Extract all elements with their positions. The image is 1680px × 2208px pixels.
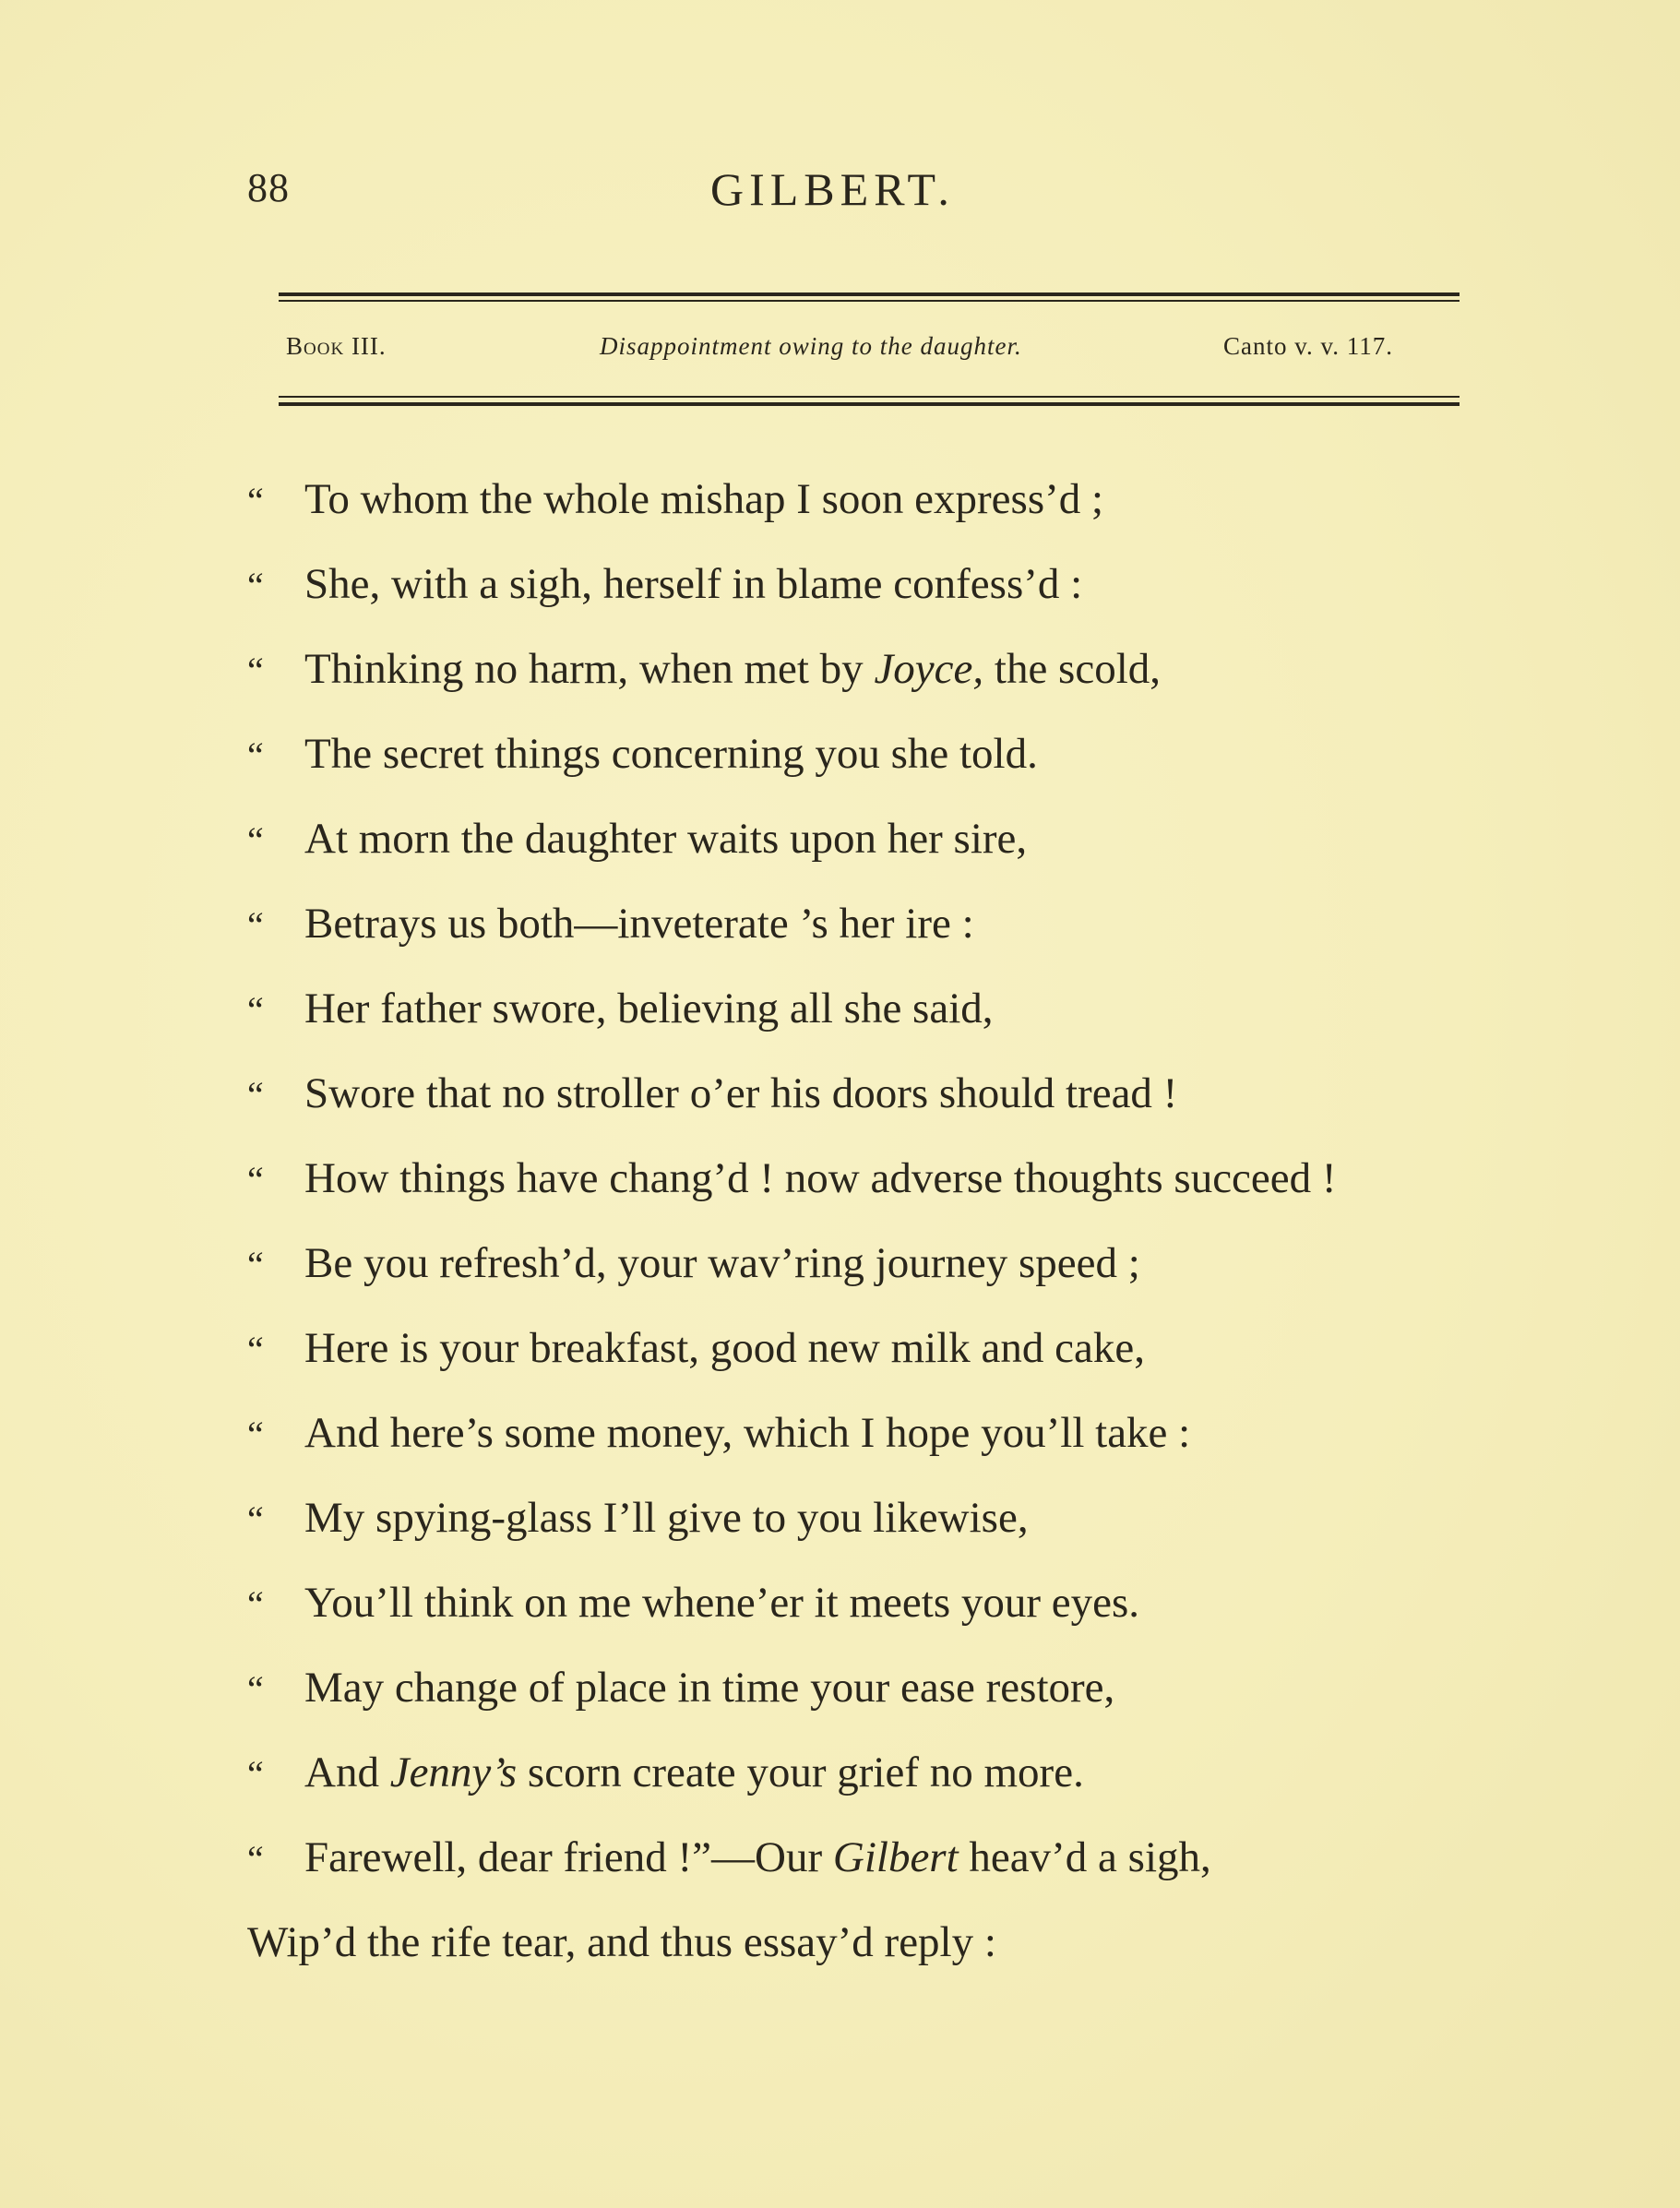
poem-line xyxy=(247,641,1161,697)
header-rule-bottom-thin xyxy=(279,396,1460,398)
line-text: May change of place in time your ease restore, xyxy=(304,1664,1115,1712)
quote-mark: “ xyxy=(247,650,264,691)
poem-line xyxy=(247,1575,1139,1630)
header-rule-bottom-thick xyxy=(279,402,1460,406)
line-text: Here is your breakfast, good new milk and cake, xyxy=(304,1324,1145,1372)
quote-mark: “ xyxy=(247,1668,264,1710)
line-text: Farewell, dear friend !”—Our xyxy=(304,1833,833,1881)
poem-line xyxy=(247,1745,1084,1800)
poem-line xyxy=(247,981,994,1036)
line-text: And xyxy=(304,1748,390,1796)
running-headline xyxy=(279,332,1460,373)
line-text: And here’s some money, which I hope you’ll take : xyxy=(304,1409,1191,1457)
quote-mark: “ xyxy=(247,734,264,776)
poem-line xyxy=(247,896,974,951)
line-text: Wip’d the rife tear, and thus essay’d reply : xyxy=(247,1918,996,1966)
line-proper-name: Joyce, xyxy=(874,645,984,693)
quote-mark: “ xyxy=(247,1329,264,1370)
line-text: Betrays us both—inveterate ’s her ire : xyxy=(304,900,974,948)
line-text: heav’d a sigh, xyxy=(958,1833,1211,1881)
poem-line xyxy=(247,1405,1190,1461)
headline-canto: Canto v. v. 117. xyxy=(1223,332,1393,360)
line-proper-name: Jenny’s xyxy=(389,1748,518,1796)
poem-line xyxy=(247,1660,1114,1715)
quote-mark: “ xyxy=(247,1244,264,1285)
line-text: Her father swore, believing all she said, xyxy=(304,985,994,1032)
line-text: My spying-glass I’ll give to you likewise, xyxy=(304,1494,1029,1542)
quote-mark: “ xyxy=(247,565,264,606)
poem-line xyxy=(247,1830,1211,1885)
poem-line xyxy=(247,556,1082,612)
poem-line xyxy=(247,471,1103,527)
line-text: To whom the whole mishap I soon express’d ; xyxy=(304,475,1104,523)
quote-mark: “ xyxy=(247,1753,264,1795)
line-text: Be you refresh’d, your wav’ring journey speed ; xyxy=(304,1239,1140,1287)
poem-line xyxy=(247,1151,1337,1206)
poem-line xyxy=(247,1490,1029,1546)
quote-mark: “ xyxy=(247,1074,264,1116)
running-title: GILBERT. xyxy=(710,163,955,215)
headline-book: Book III. xyxy=(286,332,387,360)
line-text: scorn create your grief no more. xyxy=(517,1748,1084,1796)
quote-mark: “ xyxy=(247,904,264,946)
quote-mark: “ xyxy=(247,1498,264,1540)
poem-line xyxy=(247,726,1038,782)
line-text: At morn the daughter waits upon her sire, xyxy=(304,815,1028,863)
line-text: You’ll think on me whene’er it meets your eyes. xyxy=(304,1579,1140,1627)
quote-mark: “ xyxy=(247,989,264,1031)
quote-mark: “ xyxy=(247,1838,264,1880)
line-text: Swore that no stroller o’er his doors should tread ! xyxy=(304,1069,1178,1117)
page-number: 88 xyxy=(247,165,290,210)
header-rule-top-thick xyxy=(279,292,1460,296)
quote-mark: “ xyxy=(247,1414,264,1455)
poem-line xyxy=(247,1066,1177,1121)
line-proper-name: Gilbert xyxy=(832,1833,959,1881)
quote-mark: “ xyxy=(247,1159,264,1200)
quote-mark: “ xyxy=(247,480,264,521)
poem-line xyxy=(247,1235,1140,1291)
quote-mark: “ xyxy=(247,819,264,861)
line-text: How things have chang’d ! now adverse thoughts succeed ! xyxy=(304,1154,1337,1202)
line-text: the scold, xyxy=(983,645,1162,693)
line-text: Thinking no harm, when met by xyxy=(304,645,875,693)
header-rule-top-thin xyxy=(279,300,1460,302)
quote-mark: “ xyxy=(247,1583,264,1625)
poem-line xyxy=(247,1320,1145,1376)
headline-summary: Disappointment owing to the daughter. xyxy=(600,332,1022,360)
line-text: The secret things concerning you she told. xyxy=(304,730,1038,778)
poem-line xyxy=(247,1915,996,1970)
poem-line xyxy=(247,811,1027,866)
line-text: She, with a sigh, herself in blame confess’d : xyxy=(304,560,1083,608)
